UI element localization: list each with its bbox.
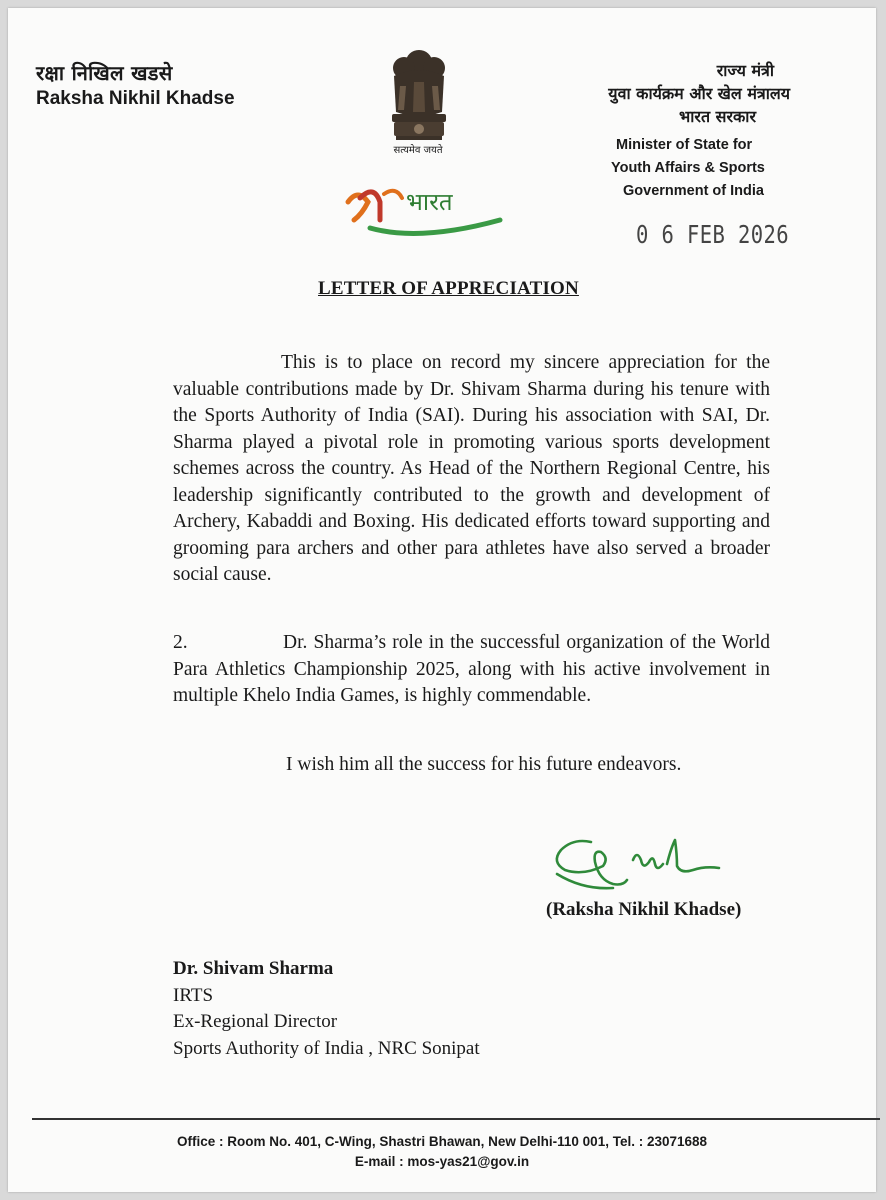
paragraph-2-text: Dr. Sharma’s role in the successful organization of the World Para Athletics Championship 2025, along with his active involvement in multiple Khelo India Games, is highly commendable. xyxy=(173,632,770,706)
letter-page xyxy=(8,8,876,1192)
paragraph-1 xyxy=(173,350,770,589)
footer-email: E-mail : mos-yas21@gov.in xyxy=(354,1154,530,1169)
sender-name-english: Raksha Nikhil Khadse xyxy=(36,88,235,109)
handwritten-signature xyxy=(543,830,733,900)
ministry-english-line1: Minister of State for xyxy=(616,137,753,153)
footer-divider xyxy=(32,1118,880,1120)
emblem-motto: सत्यमेव जयते xyxy=(393,145,443,156)
ministry-hindi-line2: युवा कार्यक्रम और खेल मंत्रालय xyxy=(608,84,790,103)
recipient-name: Dr. Shivam Sharma xyxy=(173,958,334,979)
signer-name: (Raksha Nikhil Khadse) xyxy=(546,899,742,920)
date-stamp: 0 6 FEB 2026 xyxy=(636,220,790,249)
paragraph-2-number: 2. xyxy=(173,632,188,653)
bharat-logo-icon xyxy=(340,180,510,240)
sender-name-hindi: रक्षा निखिल खडसे xyxy=(36,61,173,85)
ministry-english-line2: Youth Affairs & Sports xyxy=(611,160,765,176)
footer-office-address: Office : Room No. 401, C-Wing, Shastri Bhawan, New Delhi-110 001, Tel. : 23071688 xyxy=(176,1134,708,1149)
ministry-english-line3: Government of India xyxy=(623,183,764,199)
ministry-hindi xyxy=(608,59,790,128)
paragraph-2 xyxy=(173,630,770,710)
ministry-english xyxy=(611,134,765,203)
recipient-designation: Ex-Regional Director xyxy=(173,1011,338,1032)
paragraph-1-text: This is to place on record my sincere appreciation for the valuable contributions made by Dr. Shivam Sharma during his tenure with the Sports Authority of India (SAI). During his association with SAI, Dr. Sharma played a pivotal role in promoting various sports development schemes across the country. As Head of the Northern Regional Centre, his leadership significantly contributed to the growth and development of Archery, Kabaddi and Boxing. His dedicated efforts toward supporting and grooming para archers and other para athletes have also served a broader social cause. xyxy=(173,352,770,585)
recipient-service: IRTS xyxy=(173,984,214,1006)
ministry-hindi-line3: भारत सरकार xyxy=(679,107,756,126)
bharat-logo-text: भारत xyxy=(406,188,453,216)
recipient-address xyxy=(173,956,480,1062)
letter-title: LETTER OF APPRECIATION xyxy=(318,278,579,299)
closing-line: I wish him all the success for his future endeavors. xyxy=(286,754,682,775)
ministry-hindi-line1: राज्य मंत्री xyxy=(716,61,774,80)
recipient-organization: Sports Authority of India , NRC Sonipat xyxy=(173,1037,480,1059)
